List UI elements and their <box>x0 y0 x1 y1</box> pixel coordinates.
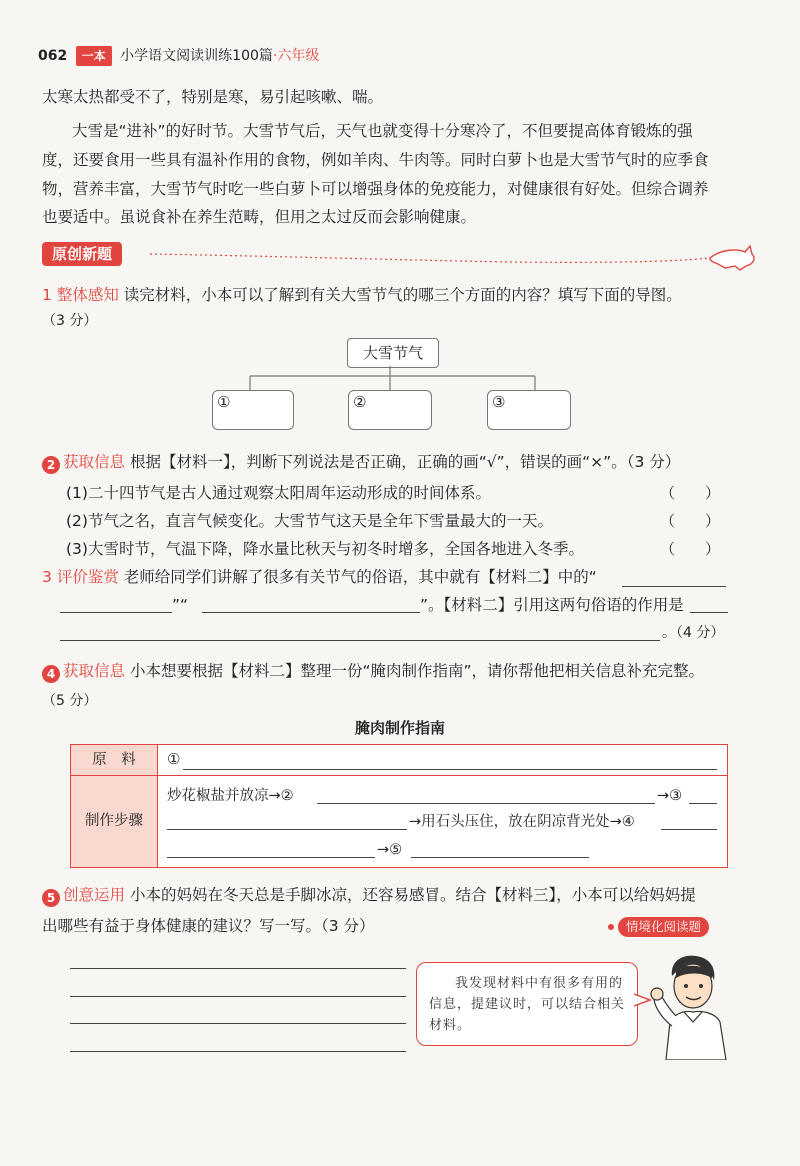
q4-number: 4 <box>42 665 60 683</box>
q3-text-b: ”。【材料二】引用这两句俗语的作用是 <box>420 596 684 614</box>
table-row1-label-cell <box>71 745 158 776</box>
q3-label: 评价鉴赏 <box>56 568 119 586</box>
page-header <box>38 46 319 66</box>
q5-answer-line-3[interactable] <box>70 1023 406 1024</box>
q5-text: 小本的妈妈在冬天总是手脚冰凉，还容易感冒。结合【材料三】，小本可以给妈妈提 <box>129 886 696 904</box>
q2-item-2: (2)节气之名，直言气候变化。大雪节气这天是全年下雪量最大的一天。 <box>66 512 553 530</box>
mindmap-branch-2[interactable]: ② <box>348 390 432 430</box>
student-character-icon <box>644 950 740 1060</box>
q3-blank-2[interactable] <box>202 612 420 613</box>
table-row1-blank[interactable] <box>183 769 717 770</box>
question-2 <box>42 451 680 474</box>
q4-label: 获取信息 <box>63 662 126 680</box>
table-step1-end-blank[interactable] <box>689 803 717 804</box>
table-step2-blank-b[interactable] <box>661 829 717 830</box>
table-row1-divider <box>157 775 727 776</box>
passage-para-line-3: 物，营养丰富，大雪节气时吃一些白萝卜可以增强身体的免疫能力，对健康很有好处。但综合调养 <box>42 180 709 198</box>
q3-blank-1[interactable] <box>622 586 726 587</box>
q3-text-a: 老师给同学们讲解了很多有关节气的俗语，其中就有【材料二】中的“ <box>123 568 597 586</box>
q3-blank-3[interactable] <box>690 612 728 613</box>
passage-line-0: 太寒太热都受不了，特别是寒，易引起咳嗽、喘。 <box>42 88 384 106</box>
hint-bubble <box>416 962 638 1046</box>
q5-answer-line-2[interactable] <box>70 996 406 997</box>
table-row1-label: 原 料 <box>92 752 136 768</box>
q5-answer-line-4[interactable] <box>70 1051 406 1052</box>
q2-answer-1[interactable]: （ ） <box>660 484 721 502</box>
mindmap-branch-1[interactable]: ① <box>212 390 294 430</box>
passage-para-line-4: 也要适中。虽说食补在养生范畴，但用之太过反而会影响健康。 <box>42 208 477 226</box>
q4-score: （5 分） <box>42 693 98 709</box>
mindmap-branch-3[interactable]: ③ <box>487 390 571 430</box>
q3-blank-3b[interactable] <box>60 640 660 641</box>
table-step1-end: →③ <box>657 788 683 804</box>
q4-table-title: 腌肉制作指南 <box>354 719 445 737</box>
question-3 <box>42 566 597 588</box>
q3-number: 3 <box>42 568 52 586</box>
q1-text: 读完材料，小本可以了解到有关大雪节气的哪三个方面的内容？填写下面的导图。 <box>123 286 682 304</box>
q1-label: 整体感知 <box>56 286 119 304</box>
section-header <box>40 240 760 274</box>
hint-bubble-text: 我发现材料中有很多有用的信息，提建议时，可以结合相关材料。 <box>429 976 626 1033</box>
question-5 <box>42 884 696 907</box>
cat-icon <box>150 240 760 274</box>
q2-text: 根据【材料一】，判断下列说法是否正确，正确的画“√”，错误的画“×”。（3 分） <box>129 453 681 471</box>
table-row2-label-cell <box>71 776 158 867</box>
table-step2: →用石头压住，放在阴凉背光处→④ <box>409 814 635 830</box>
grade-label: ·六年级 <box>272 48 320 64</box>
q3-blank-1b[interactable] <box>60 612 172 613</box>
table-step1: 炒花椒盐并放凉→② <box>167 788 294 804</box>
q2-number: 2 <box>42 456 60 474</box>
q1-number: 1 <box>42 286 52 304</box>
passage-para-line-1: 大雪是“进补”的好时节。大雪节气后，天气也就变得十分寒冷了，不但要提高体育锻炼的强 <box>72 122 693 140</box>
q5-number: 5 <box>42 889 60 907</box>
page-number: 062 <box>38 48 68 64</box>
table-row2-label: 制作步骤 <box>85 813 143 829</box>
q5-tag: 情境化阅读题 <box>608 916 709 936</box>
brand-badge: 一本 <box>76 46 112 66</box>
passage-para-line-2: 度，还要食用一些具有温补作用的食物，例如羊肉、牛肉等。同时白萝卜也是大雪节气时的应季食 <box>42 151 709 169</box>
mindmap-root: 大雪节气 <box>347 338 439 368</box>
tag-dot-icon <box>608 924 614 930</box>
q1-score: （3 分） <box>42 313 98 329</box>
question-4 <box>42 660 704 683</box>
table-step3: →⑤ <box>377 842 403 858</box>
q3-score: 。（4 分） <box>662 625 725 641</box>
q2-answer-2[interactable]: （ ） <box>660 512 721 530</box>
q3-quote-mid: ”“ <box>172 596 189 614</box>
book-title: 小学语文阅读训练100篇 <box>120 48 273 64</box>
q5-text-2: 出哪些有益于身体健康的建议？写一写。（3 分） <box>42 917 375 935</box>
q2-item-1: (1)二十四节气是古人通过观察太阳周年运动形成的时间体系。 <box>66 484 491 502</box>
q2-label: 获取信息 <box>63 453 126 471</box>
table-row1-mark: ① <box>167 750 181 768</box>
q2-item-3: (3)大雪时节，气温下降，降水量比秋天与初冬时增多，全国各地进入冬季。 <box>66 540 584 558</box>
q2-answer-3[interactable]: （ ） <box>660 540 721 558</box>
q4-text: 小本想要根据【材料二】整理一份“腌肉制作指南”，请你帮他把相关信息补充完整。 <box>129 662 705 680</box>
q4-table <box>70 744 728 868</box>
q5-answer-line-1[interactable] <box>70 968 406 969</box>
question-1 <box>42 284 682 306</box>
table-step2-blank-a[interactable] <box>167 829 407 830</box>
section-title: 原创新题 <box>42 242 122 266</box>
table-step1-blank[interactable] <box>317 803 655 804</box>
q5-label: 创意运用 <box>63 886 126 904</box>
table-step3-blank-a[interactable] <box>167 857 375 858</box>
table-step3-blank-b[interactable] <box>411 857 589 858</box>
